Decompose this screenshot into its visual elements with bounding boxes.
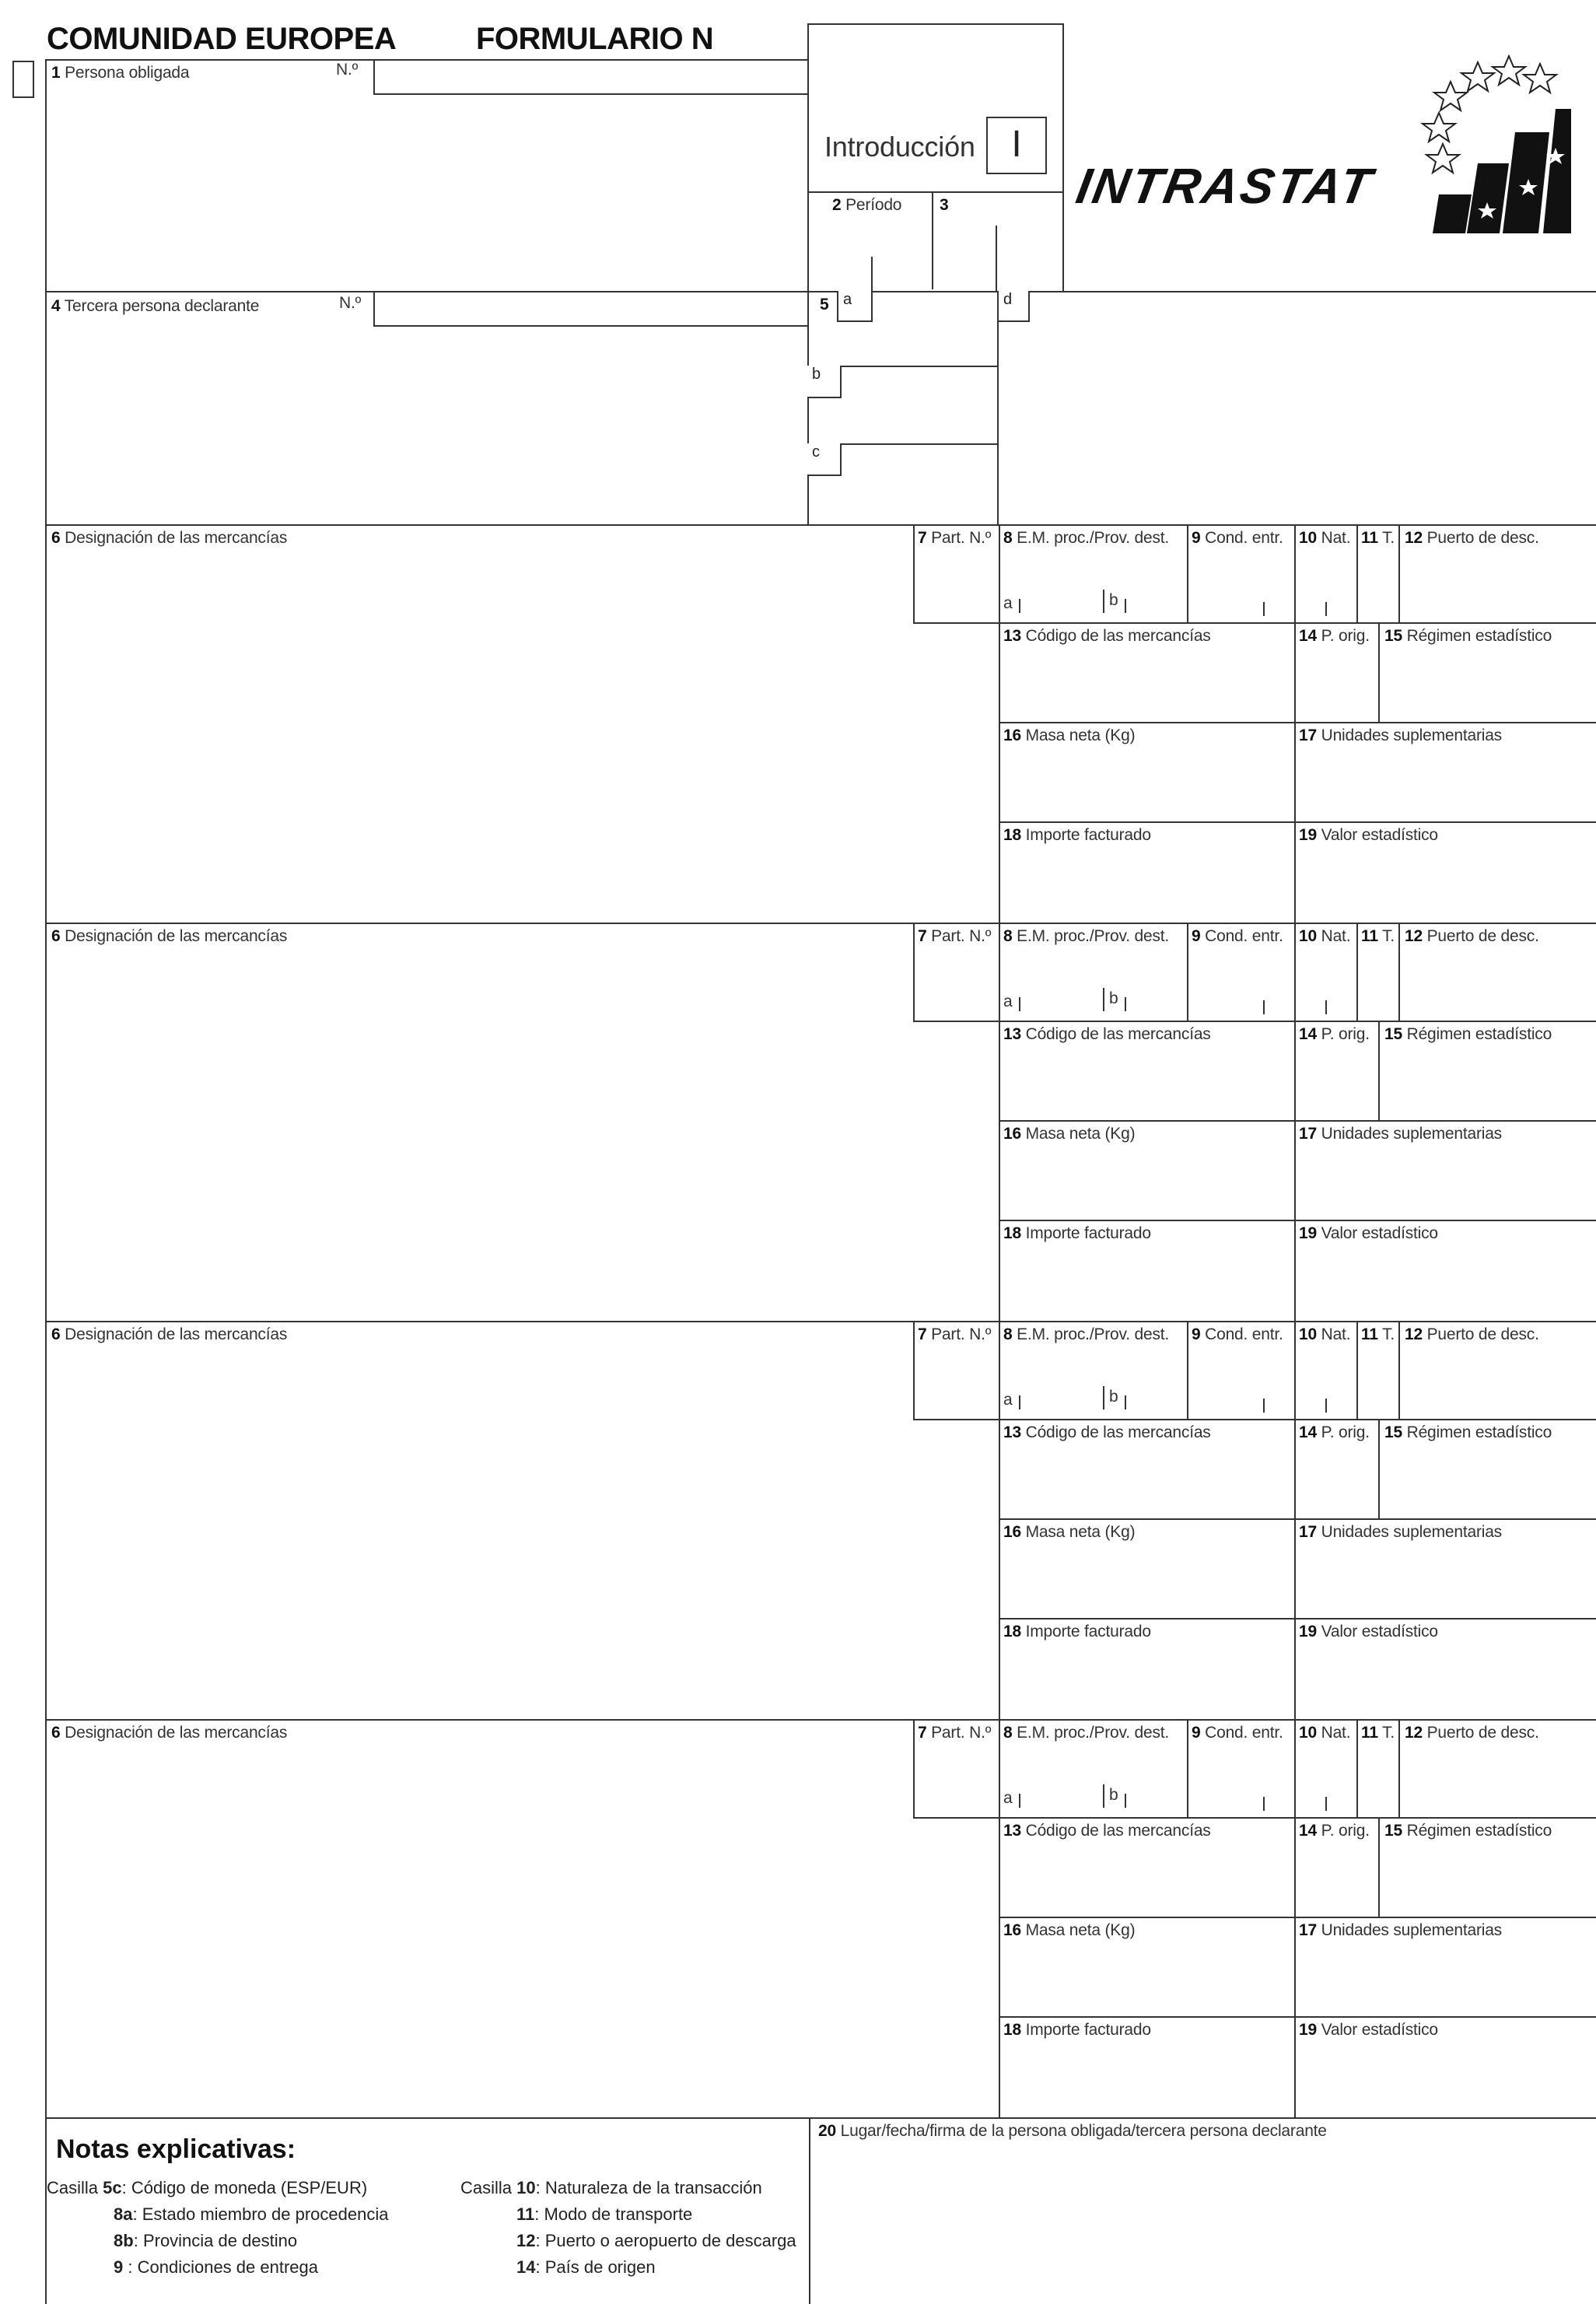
item-origin-label: 14 P. orig. [1299, 1822, 1370, 1840]
item-part-label: 7 Part. N.º [918, 1724, 992, 1742]
item-member-state-label: 8 E.M. proc./Prov. dest. [1003, 529, 1170, 547]
item-port-label: 12 Puerto de desc. [1405, 927, 1539, 945]
flow-code: I [1011, 124, 1022, 165]
note-right-item: 11: Modo de transporte [516, 2204, 693, 2224]
item-sub-a: a [1003, 1391, 1013, 1409]
box1-label: 1 Persona obligada [51, 64, 190, 82]
item-member-state-label: 8 E.M. proc./Prov. dest. [1003, 927, 1170, 945]
item-nature-label: 10 Nat. [1299, 1325, 1351, 1343]
item-supp-units-label: 17 Unidades suplementarias [1299, 727, 1502, 744]
item-sub-a: a [1003, 594, 1013, 612]
item-origin-label: 14 P. orig. [1299, 1025, 1370, 1043]
flow-label: Introducción [824, 131, 975, 163]
item-member-state-label: 8 E.M. proc./Prov. dest. [1003, 1325, 1170, 1343]
item-transport-label: 11 T. [1361, 927, 1395, 945]
item-delivery-label: 9 Cond. entr. [1192, 529, 1283, 547]
intrastat-logo [1073, 47, 1571, 249]
item-port-label: 12 Puerto de desc. [1405, 1724, 1539, 1742]
item-origin-label: 14 P. orig. [1299, 627, 1370, 645]
item-nature-label: 10 Nat. [1299, 529, 1351, 547]
notes-title: Notas explicativas: [56, 2134, 296, 2164]
note-left-item: 9 : Condiciones de entrega [114, 2257, 318, 2277]
box4-no-label: N.º [339, 294, 362, 312]
box5c-sub: c [807, 443, 842, 476]
note-left-item: 8b: Provincia de destino [114, 2231, 298, 2250]
item-net-mass-label: 16 Masa neta (Kg) [1003, 727, 1136, 744]
item-stat-value-label: 19 Valor estadístico [1299, 2021, 1438, 2039]
note-right-item: Casilla 10: Naturaleza de la transacción [460, 2178, 762, 2197]
box4-label: 4 Tercera persona declarante [51, 297, 260, 315]
item-sub-a: a [1003, 1789, 1013, 1807]
item-invoiced-label: 18 Importe facturado [1003, 826, 1151, 844]
casilla-label: Casilla [460, 2178, 513, 2197]
form-title: FORMULARIO N [476, 22, 714, 56]
item-delivery-label: 9 Cond. entr. [1192, 1325, 1283, 1343]
note-left-item: Casilla 5c: Código de moneda (ESP/EUR) [47, 2178, 368, 2197]
item-invoiced-label: 18 Importe facturado [1003, 2021, 1151, 2039]
item-stat-value-label: 19 Valor estadístico [1299, 1623, 1438, 1640]
box3-label: 3 [940, 196, 949, 214]
item-sub-b: b [1109, 591, 1118, 609]
item-invoiced-label: 18 Importe facturado [1003, 1224, 1151, 1242]
item-code-label: 13 Código de las mercancías [1003, 1822, 1211, 1840]
item-sub-b: b [1109, 1786, 1118, 1804]
item-net-mass-label: 16 Masa neta (Kg) [1003, 1125, 1136, 1143]
boxd-sub: d [997, 291, 1030, 322]
item-sub-b: b [1109, 989, 1118, 1007]
flow-code-box [986, 117, 1047, 174]
item-net-mass-label: 16 Masa neta (Kg) [1003, 1921, 1136, 1939]
item-regime-label: 15 Régimen estadístico [1384, 1822, 1552, 1840]
note-right-item: 12: Puerto o aeropuerto de descarga [516, 2231, 796, 2250]
item-origin-label: 14 P. orig. [1299, 1423, 1370, 1441]
item-designation-label: 6 Designación de las mercancías [51, 1325, 288, 1343]
item-part-label: 7 Part. N.º [918, 927, 992, 945]
item-stat-value-label: 19 Valor estadístico [1299, 1224, 1438, 1242]
item-code-label: 13 Código de las mercancías [1003, 1025, 1211, 1043]
intrastat-wordmark: INTRASTAT [1072, 158, 1378, 214]
note-left-item: 8a: Estado miembro de procedencia [114, 2204, 389, 2224]
item-sub-a: a [1003, 993, 1013, 1010]
box5a-sub: a [837, 291, 873, 322]
note-right-item: 14: País de origen [516, 2257, 656, 2277]
item-invoiced-label: 18 Importe facturado [1003, 1623, 1151, 1640]
item-supp-units-label: 17 Unidades suplementarias [1299, 1523, 1502, 1541]
item-transport-label: 11 T. [1361, 1325, 1395, 1343]
item-nature-label: 10 Nat. [1299, 1724, 1351, 1742]
item-sub-b: b [1109, 1388, 1118, 1406]
item-delivery-label: 9 Cond. entr. [1192, 927, 1283, 945]
casilla-label: Casilla [47, 2178, 99, 2197]
item-supp-units-label: 17 Unidades suplementarias [1299, 1125, 1502, 1143]
item-nature-label: 10 Nat. [1299, 927, 1351, 945]
item-port-label: 12 Puerto de desc. [1405, 1325, 1539, 1343]
item-stat-value-label: 19 Valor estadístico [1299, 826, 1438, 844]
community-title: COMUNIDAD EUROPEA [47, 22, 397, 56]
item-transport-label: 11 T. [1361, 1724, 1395, 1742]
item-regime-label: 15 Régimen estadístico [1384, 1423, 1552, 1441]
item-designation-label: 6 Designación de las mercancías [51, 1724, 288, 1742]
item-code-label: 13 Código de las mercancías [1003, 627, 1211, 645]
item-delivery-label: 9 Cond. entr. [1192, 1724, 1283, 1742]
box1-no-label: N.º [336, 61, 359, 79]
item-designation-label: 6 Designación de las mercancías [51, 529, 288, 547]
item-net-mass-label: 16 Masa neta (Kg) [1003, 1523, 1136, 1541]
item-part-label: 7 Part. N.º [918, 1325, 992, 1343]
item-supp-units-label: 17 Unidades suplementarias [1299, 1921, 1502, 1939]
box5-label: 5 [820, 296, 829, 313]
margin-checkbox[interactable] [12, 61, 34, 98]
item-regime-label: 15 Régimen estadístico [1384, 1025, 1552, 1043]
item-transport-label: 11 T. [1361, 529, 1395, 547]
item-regime-label: 15 Régimen estadístico [1384, 627, 1552, 645]
item-designation-label: 6 Designación de las mercancías [51, 927, 288, 945]
item-port-label: 12 Puerto de desc. [1405, 529, 1539, 547]
box5b-sub: b [807, 366, 842, 398]
item-part-label: 7 Part. N.º [918, 529, 992, 547]
item-member-state-label: 8 E.M. proc./Prov. dest. [1003, 1724, 1170, 1742]
box20-label: 20 Lugar/fecha/firma de la persona obligada/tercera persona declarante [818, 2122, 1327, 2140]
box2-label: 2 Período [832, 196, 902, 214]
item-code-label: 13 Código de las mercancías [1003, 1423, 1211, 1441]
eu-stars-icon [1073, 47, 1571, 249]
